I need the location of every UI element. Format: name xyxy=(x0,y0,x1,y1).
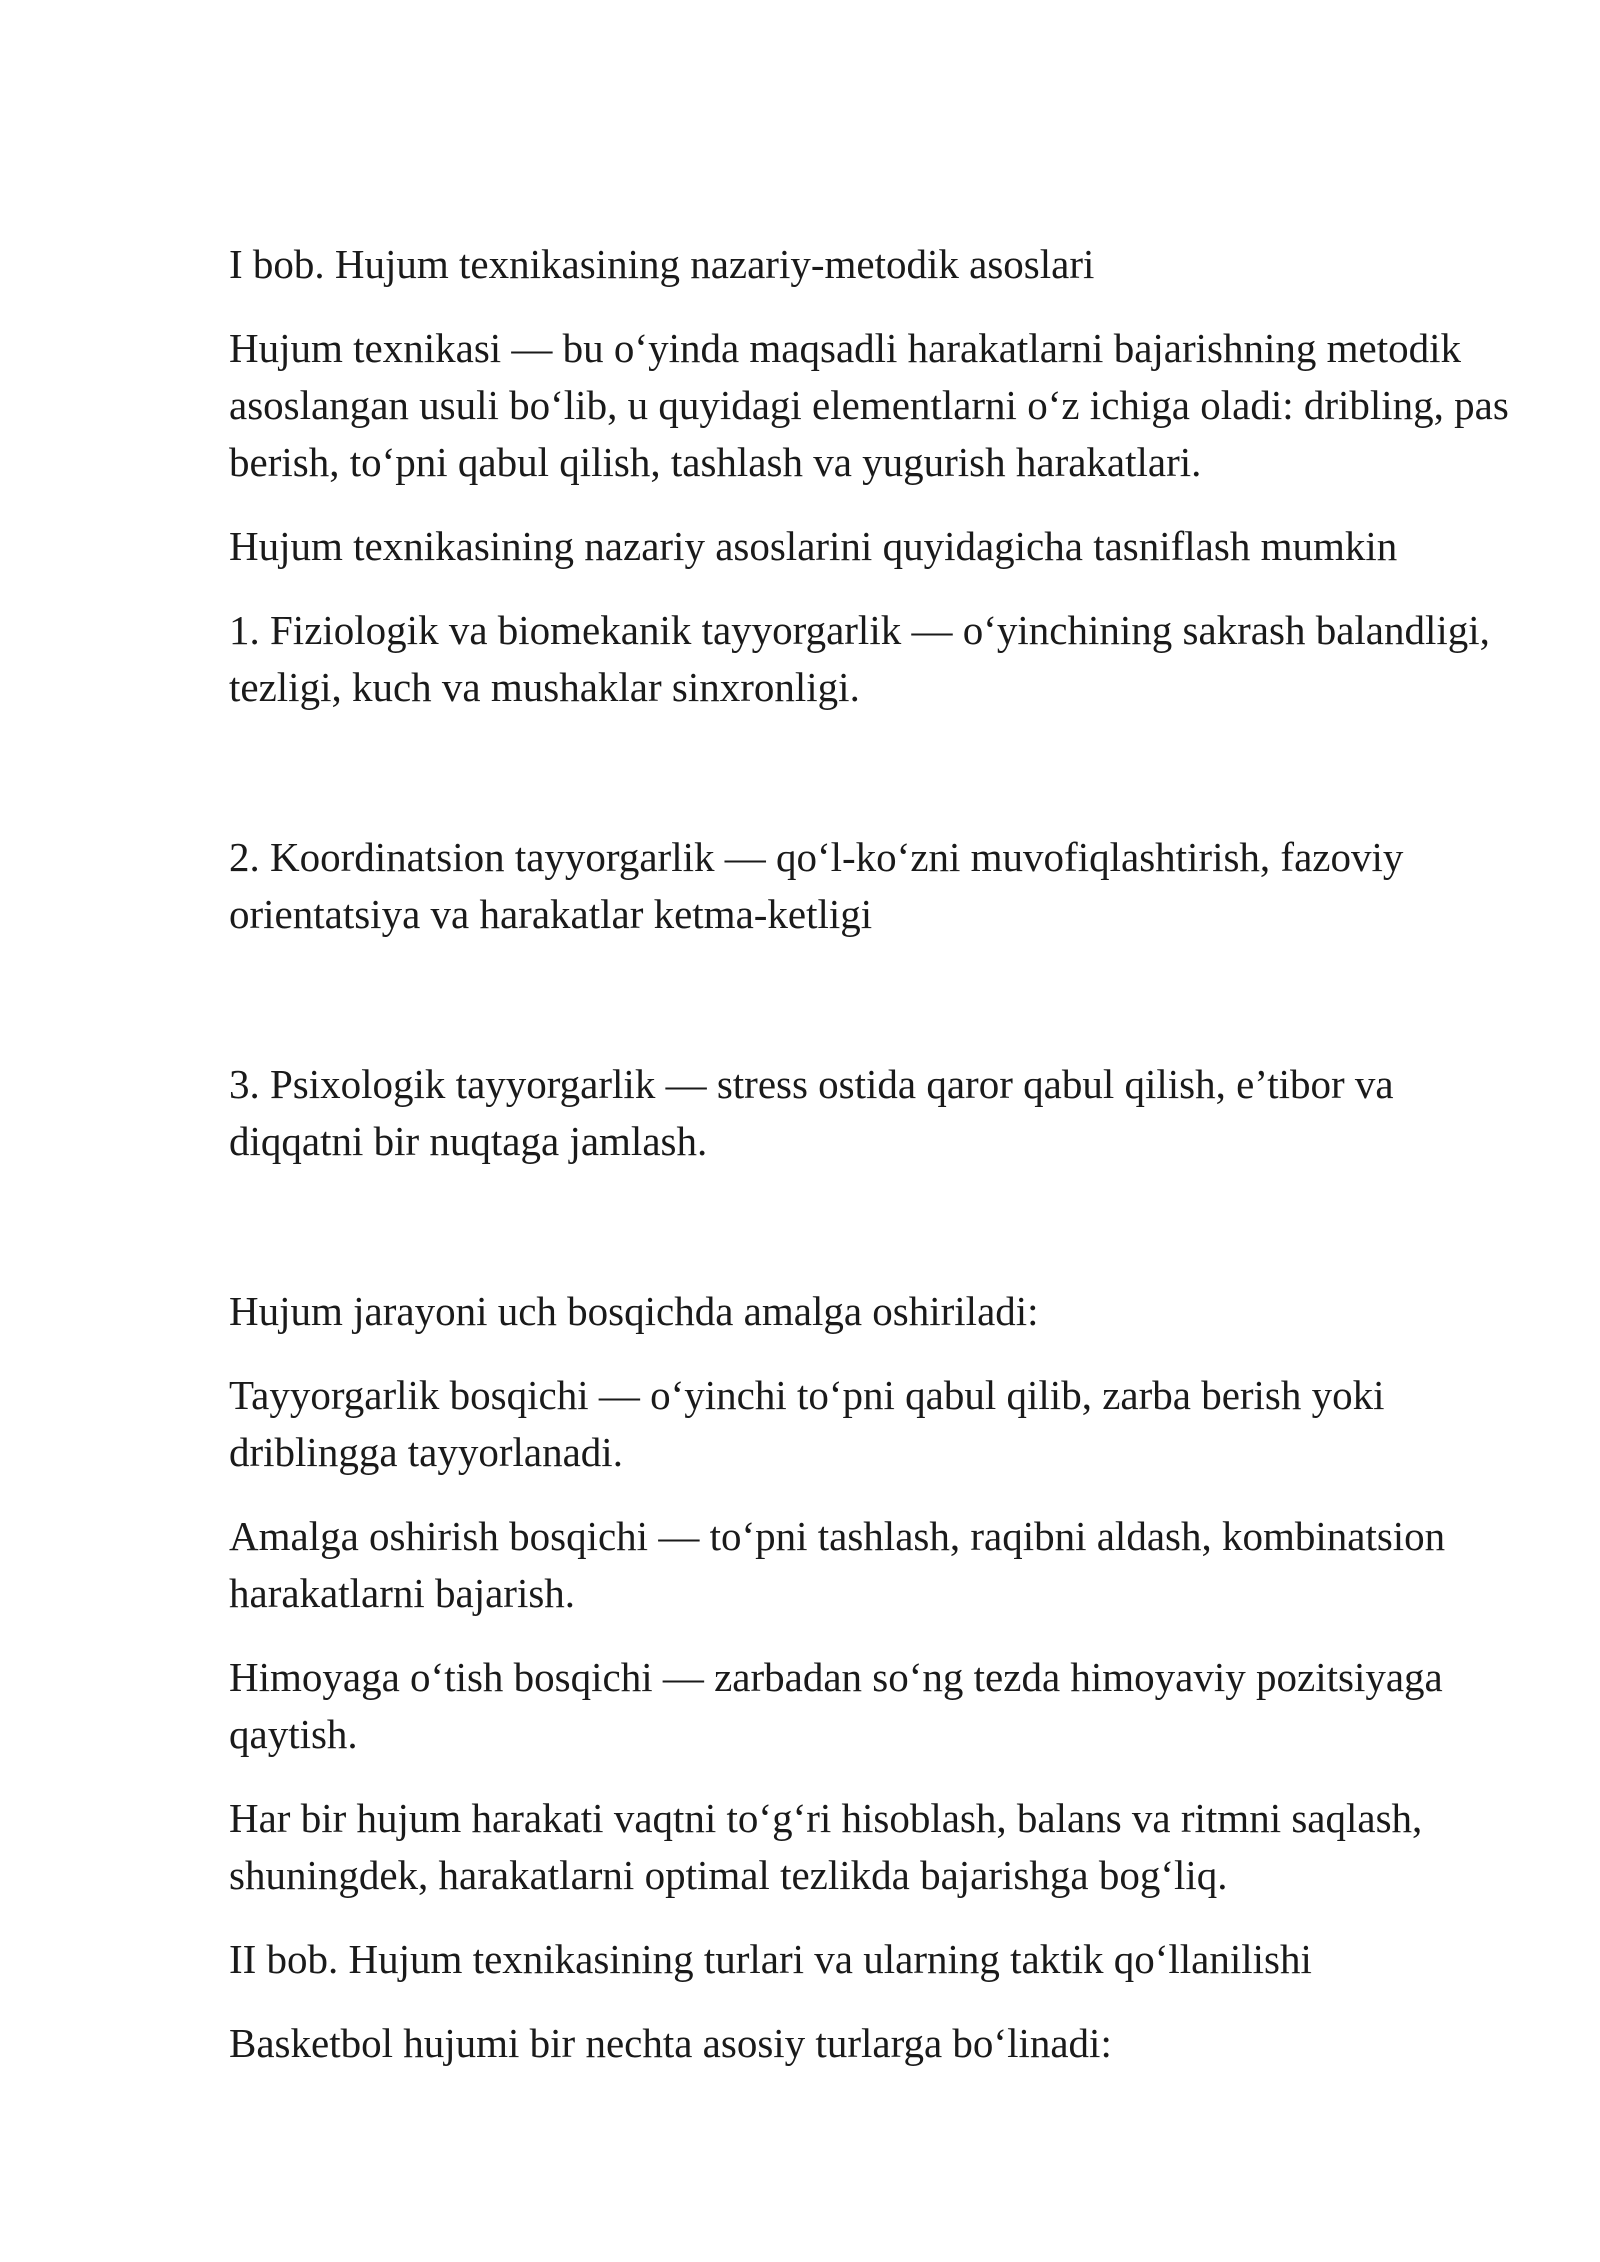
paragraph: Basketbol hujumi bir nechta asosiy turlarga bo‘linadi: xyxy=(229,2020,1112,2066)
chapter-heading: II bob. Hujum texnikasining turlari va ularning taktik qo‘llanilishi xyxy=(229,1936,1312,1982)
paragraph: Himoyaga o‘tish bosqichi — zarbadan so‘ng tezda himoyaviy pozitsiyaga qaytish. xyxy=(229,1654,1443,1757)
chapter-heading: I bob. Hujum texnikasining nazariy-metodik asoslari xyxy=(229,241,1095,287)
paragraph: Tayyorgarlik bosqichi — o‘yinchi to‘pni qabul qilib, zarba berish yoki driblingga tayyorlanadi. xyxy=(229,1372,1385,1475)
document-body xyxy=(229,236,1529,2099)
list-item: 2. Koordinatsion tayyorgarlik — qo‘l-ko‘zni muvofiqlashtirish, fazoviy orientatsiya va harakatlar ketma-ketligi xyxy=(229,834,1404,937)
paragraph: Amalga oshirish bosqichi — to‘pni tashlash, raqibni aldash, kombinatsion harakatlarni bajarish. xyxy=(229,1513,1446,1616)
paragraph: Har bir hujum harakati vaqtni to‘g‘ri hisoblash, balans va ritmni saqlash, shuningdek, harakatlarni optimal tezlikda bajarishga bog‘liq. xyxy=(229,1795,1423,1898)
list-item: 1. Fiziologik va biomekanik tayyorgarlik — o‘yinchining sakrash balandligi, tezligi, kuch va mushaklar sinxronligi. xyxy=(229,607,1490,710)
paragraph: Hujum jarayoni uch bosqichda amalga oshiriladi: xyxy=(229,1288,1039,1334)
list-item: 3. Psixologik tayyorgarlik — stress ostida qaror qabul qilish, e’tibor va diqqatni bir nuqtaga jamlash. xyxy=(229,1061,1394,1164)
paragraph: Hujum texnikasi — bu o‘yinda maqsadli harakatlarni bajarishning metodik asoslangan usuli bo‘lib, u quyidagi elementlarni o‘z ichiga oladi: dribling, pas berish, to‘pni qabul qilish, tashlash va yugurish harakatlari. xyxy=(229,325,1509,485)
paragraph: Hujum texnikasining nazariy asoslarini quyidagicha tasniflash mumkin xyxy=(229,523,1398,569)
